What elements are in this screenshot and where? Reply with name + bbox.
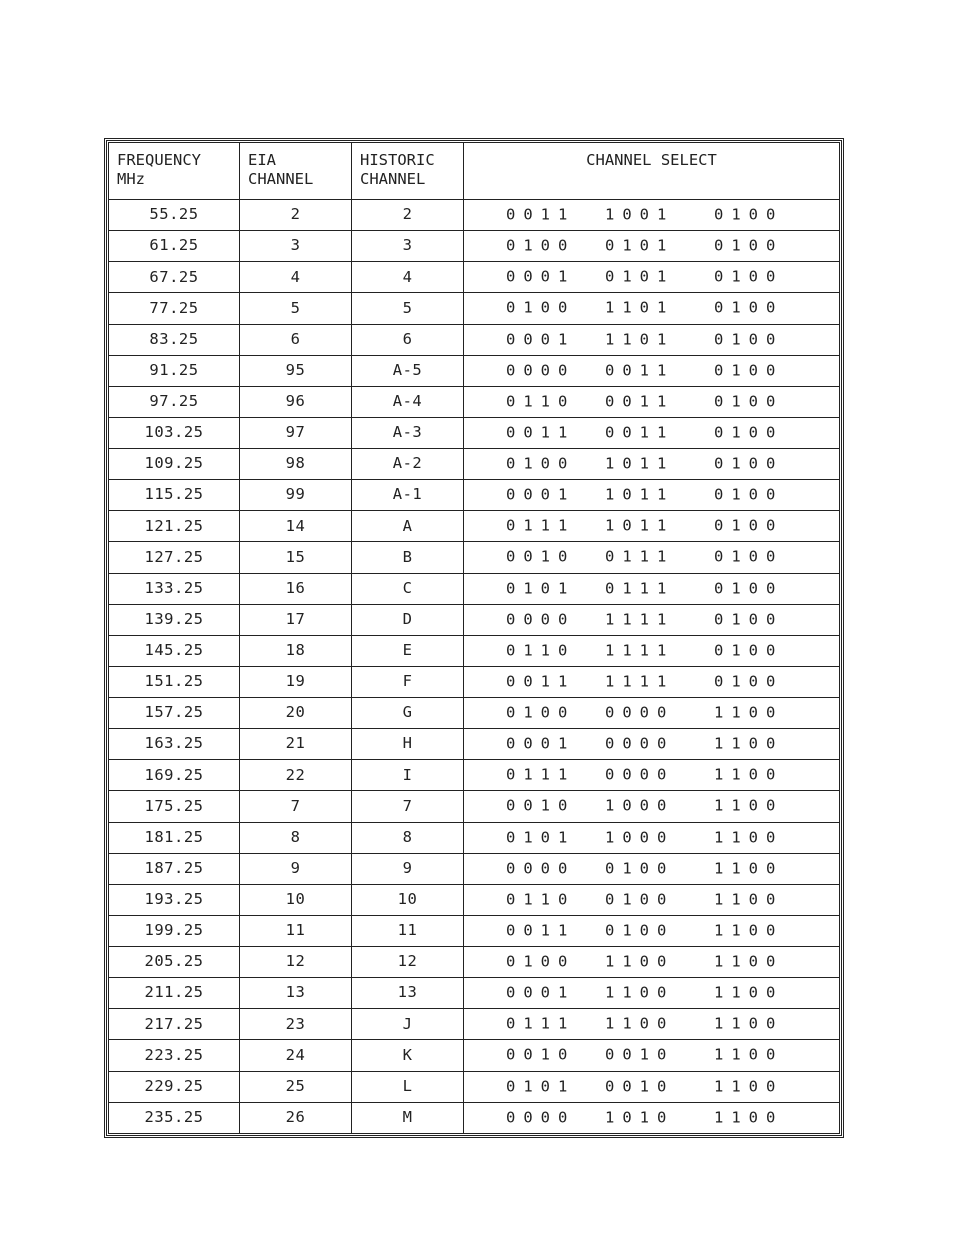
frequency-cell: 67.25 — [109, 262, 240, 293]
eia-channel-cell: 4 — [240, 262, 352, 293]
eia-channel-cell: 13 — [240, 978, 352, 1009]
header-eia-channel — [240, 143, 352, 200]
select-bits-group-3: 0100 — [714, 672, 784, 691]
eia-channel-cell: 23 — [240, 1009, 352, 1040]
table-row — [109, 698, 840, 729]
select-bits-group-2: 1011 — [605, 516, 675, 535]
channel-table — [108, 142, 840, 1134]
select-bits-group-2: 1000 — [605, 796, 675, 815]
select-bits-group-1: 0110 — [506, 641, 576, 660]
select-bits-group-1: 0011 — [506, 423, 576, 442]
select-bits-group-2: 0111 — [605, 547, 675, 566]
header-frequency-line-1: FREQUENCY — [117, 151, 201, 169]
frequency-cell: 121.25 — [109, 511, 240, 542]
channel-select-cell — [464, 822, 840, 853]
table-row — [109, 884, 840, 915]
table-row — [109, 293, 840, 324]
select-bits-group-3: 1100 — [714, 858, 784, 877]
table-row — [109, 200, 840, 231]
channel-select-cell — [464, 604, 840, 635]
historic-channel-cell: E — [352, 635, 464, 666]
select-bits-group-3: 0100 — [714, 454, 784, 473]
table-row — [109, 573, 840, 604]
frequency-cell: 91.25 — [109, 355, 240, 386]
select-bits-group-3: 0100 — [714, 485, 784, 504]
select-bits-group-1: 0101 — [506, 578, 576, 597]
historic-channel-cell: 5 — [352, 293, 464, 324]
select-bits-group-2: 0010 — [605, 1045, 675, 1064]
table-row — [109, 1102, 840, 1133]
select-bits-group-1: 0101 — [506, 827, 576, 846]
channel-select-cell — [464, 480, 840, 511]
frequency-cell: 139.25 — [109, 604, 240, 635]
frequency-cell: 97.25 — [109, 386, 240, 417]
historic-channel-cell: 4 — [352, 262, 464, 293]
select-bits-group-3: 1100 — [714, 1014, 784, 1033]
table-row — [109, 449, 840, 480]
frequency-cell: 169.25 — [109, 760, 240, 791]
header-channel-select — [464, 143, 840, 200]
eia-channel-cell: 25 — [240, 1071, 352, 1102]
select-bits-group-3: 1100 — [714, 1108, 784, 1127]
historic-channel-cell: J — [352, 1009, 464, 1040]
select-bits-group-3: 0100 — [714, 360, 784, 379]
frequency-cell: 223.25 — [109, 1040, 240, 1071]
table-row — [109, 1040, 840, 1071]
eia-channel-cell: 20 — [240, 698, 352, 729]
eia-channel-cell: 19 — [240, 666, 352, 697]
historic-channel-cell: 7 — [352, 791, 464, 822]
channel-select-cell — [464, 417, 840, 448]
header-frequency-line-2: MHz — [117, 170, 145, 188]
eia-channel-cell: 15 — [240, 542, 352, 573]
eia-channel-cell: 17 — [240, 604, 352, 635]
historic-channel-cell: 9 — [352, 853, 464, 884]
channel-select-cell — [464, 262, 840, 293]
header-row — [109, 143, 840, 200]
eia-channel-cell: 16 — [240, 573, 352, 604]
frequency-cell: 187.25 — [109, 853, 240, 884]
eia-channel-cell: 95 — [240, 355, 352, 386]
select-bits-group-3: 1100 — [714, 765, 784, 784]
table-row — [109, 542, 840, 573]
frequency-cell: 83.25 — [109, 324, 240, 355]
channel-select-cell — [464, 293, 840, 324]
channel-select-cell — [464, 355, 840, 386]
select-bits-group-2: 0000 — [605, 734, 675, 753]
select-bits-group-3: 0100 — [714, 392, 784, 411]
select-bits-group-2: 0100 — [605, 921, 675, 940]
channel-select-cell — [464, 760, 840, 791]
frequency-cell: 115.25 — [109, 480, 240, 511]
frequency-cell: 175.25 — [109, 791, 240, 822]
select-bits-group-2: 0100 — [605, 858, 675, 877]
table-row — [109, 791, 840, 822]
historic-channel-cell: A-3 — [352, 417, 464, 448]
channel-select-cell — [464, 386, 840, 417]
channel-select-cell — [464, 884, 840, 915]
channel-select-cell — [464, 573, 840, 604]
select-bits-group-1: 0010 — [506, 796, 576, 815]
channel-select-cell — [464, 511, 840, 542]
frequency-cell: 157.25 — [109, 698, 240, 729]
eia-channel-cell: 97 — [240, 417, 352, 448]
channel-select-cell — [464, 200, 840, 231]
table-row — [109, 417, 840, 448]
channel-select-cell — [464, 449, 840, 480]
header-frequency — [109, 143, 240, 200]
select-bits-group-2: 0010 — [605, 1076, 675, 1095]
frequency-cell: 229.25 — [109, 1071, 240, 1102]
select-bits-group-2: 1100 — [605, 1014, 675, 1033]
channel-select-cell — [464, 1102, 840, 1133]
header-eia-line-1: EIA — [248, 151, 276, 169]
select-bits-group-2: 1111 — [605, 609, 675, 628]
select-bits-group-1: 0110 — [506, 392, 576, 411]
select-bits-group-1: 0100 — [506, 236, 576, 255]
select-bits-group-3: 0100 — [714, 236, 784, 255]
historic-channel-cell: 11 — [352, 915, 464, 946]
table-header — [109, 143, 840, 200]
channel-select-cell — [464, 853, 840, 884]
historic-channel-cell: I — [352, 760, 464, 791]
frequency-cell: 109.25 — [109, 449, 240, 480]
channel-select-cell — [464, 324, 840, 355]
table-row — [109, 386, 840, 417]
select-bits-group-3: 1100 — [714, 827, 784, 846]
select-bits-group-2: 1101 — [605, 329, 675, 348]
frequency-cell: 151.25 — [109, 666, 240, 697]
eia-channel-cell: 10 — [240, 884, 352, 915]
select-bits-group-2: 1100 — [605, 952, 675, 971]
select-bits-group-3: 1100 — [714, 983, 784, 1002]
historic-channel-cell: A-2 — [352, 449, 464, 480]
select-bits-group-2: 0000 — [605, 765, 675, 784]
historic-channel-cell: G — [352, 698, 464, 729]
select-bits-group-1: 0000 — [506, 609, 576, 628]
select-bits-group-2: 1111 — [605, 641, 675, 660]
historic-channel-cell: A-4 — [352, 386, 464, 417]
channel-select-cell — [464, 1040, 840, 1071]
select-bits-group-1: 0001 — [506, 267, 576, 286]
select-bits-group-2: 1101 — [605, 298, 675, 317]
eia-channel-cell: 2 — [240, 200, 352, 231]
select-bits-group-3: 1100 — [714, 921, 784, 940]
eia-channel-cell: 18 — [240, 635, 352, 666]
frequency-cell: 77.25 — [109, 293, 240, 324]
select-bits-group-2: 1111 — [605, 672, 675, 691]
historic-channel-cell: M — [352, 1102, 464, 1133]
table-row — [109, 604, 840, 635]
table-row — [109, 822, 840, 853]
historic-channel-cell: A — [352, 511, 464, 542]
eia-channel-cell: 14 — [240, 511, 352, 542]
select-bits-group-3: 0100 — [714, 329, 784, 348]
frequency-cell: 103.25 — [109, 417, 240, 448]
historic-channel-cell: F — [352, 666, 464, 697]
select-bits-group-2: 1001 — [605, 205, 675, 224]
table-row — [109, 324, 840, 355]
select-bits-group-3: 0100 — [714, 578, 784, 597]
select-bits-group-3: 0100 — [714, 267, 784, 286]
frequency-cell: 217.25 — [109, 1009, 240, 1040]
select-bits-group-1: 0010 — [506, 547, 576, 566]
frequency-cell: 145.25 — [109, 635, 240, 666]
header-historic-line-2: CHANNEL — [360, 170, 426, 188]
select-bits-group-1: 0001 — [506, 734, 576, 753]
select-bits-group-1: 0001 — [506, 329, 576, 348]
select-bits-group-3: 1100 — [714, 734, 784, 753]
table-row — [109, 760, 840, 791]
select-bits-group-2: 0011 — [605, 423, 675, 442]
eia-channel-cell: 5 — [240, 293, 352, 324]
select-bits-group-3: 0100 — [714, 609, 784, 628]
table-row — [109, 231, 840, 262]
select-bits-group-2: 1000 — [605, 827, 675, 846]
frequency-cell: 235.25 — [109, 1102, 240, 1133]
table-row — [109, 915, 840, 946]
select-bits-group-3: 0100 — [714, 298, 784, 317]
table-row — [109, 355, 840, 386]
select-bits-group-1: 0001 — [506, 983, 576, 1002]
channel-select-cell — [464, 978, 840, 1009]
select-bits-group-2: 0100 — [605, 890, 675, 909]
select-bits-group-1: 0101 — [506, 1076, 576, 1095]
eia-channel-cell: 22 — [240, 760, 352, 791]
table-row — [109, 666, 840, 697]
select-bits-group-3: 0100 — [714, 547, 784, 566]
historic-channel-cell: L — [352, 1071, 464, 1102]
historic-channel-cell: 12 — [352, 947, 464, 978]
channel-select-cell — [464, 635, 840, 666]
historic-channel-cell: A-5 — [352, 355, 464, 386]
select-bits-group-1: 0010 — [506, 1045, 576, 1064]
table-row — [109, 853, 840, 884]
historic-channel-cell: C — [352, 573, 464, 604]
channel-select-cell — [464, 947, 840, 978]
select-bits-group-2: 0101 — [605, 236, 675, 255]
header-eia-line-2: CHANNEL — [248, 170, 314, 188]
frequency-cell: 55.25 — [109, 200, 240, 231]
table-row — [109, 947, 840, 978]
select-bits-group-2: 1011 — [605, 485, 675, 504]
eia-channel-cell: 96 — [240, 386, 352, 417]
select-bits-group-2: 0111 — [605, 578, 675, 597]
eia-channel-cell: 21 — [240, 729, 352, 760]
header-historic-channel — [352, 143, 464, 200]
select-bits-group-3: 1100 — [714, 796, 784, 815]
eia-channel-cell: 6 — [240, 324, 352, 355]
table-body — [109, 200, 840, 1134]
frequency-cell: 61.25 — [109, 231, 240, 262]
select-bits-group-1: 0011 — [506, 205, 576, 224]
select-bits-group-3: 1100 — [714, 703, 784, 722]
channel-select-cell — [464, 1071, 840, 1102]
eia-channel-cell: 8 — [240, 822, 352, 853]
table-row — [109, 511, 840, 542]
channel-select-cell — [464, 542, 840, 573]
select-bits-group-2: 0101 — [605, 267, 675, 286]
table-row — [109, 729, 840, 760]
select-bits-group-3: 0100 — [714, 423, 784, 442]
table-row — [109, 978, 840, 1009]
channel-select-cell — [464, 729, 840, 760]
header-select-label: CHANNEL SELECT — [586, 151, 717, 169]
select-bits-group-2: 0011 — [605, 392, 675, 411]
select-bits-group-1: 0100 — [506, 952, 576, 971]
frequency-cell: 133.25 — [109, 573, 240, 604]
select-bits-group-1: 0001 — [506, 485, 576, 504]
eia-channel-cell: 99 — [240, 480, 352, 511]
frequency-cell: 127.25 — [109, 542, 240, 573]
select-bits-group-1: 0100 — [506, 454, 576, 473]
channel-select-cell — [464, 791, 840, 822]
select-bits-group-1: 0011 — [506, 921, 576, 940]
historic-channel-cell: K — [352, 1040, 464, 1071]
header-historic-line-1: HISTORIC — [360, 151, 435, 169]
historic-channel-cell: 8 — [352, 822, 464, 853]
frequency-cell: 193.25 — [109, 884, 240, 915]
select-bits-group-1: 0100 — [506, 298, 576, 317]
select-bits-group-2: 1010 — [605, 1108, 675, 1127]
select-bits-group-3: 0100 — [714, 205, 784, 224]
select-bits-group-2: 0011 — [605, 360, 675, 379]
historic-channel-cell: D — [352, 604, 464, 635]
channel-table-frame — [104, 138, 844, 1138]
eia-channel-cell: 24 — [240, 1040, 352, 1071]
select-bits-group-1: 0111 — [506, 1014, 576, 1033]
channel-select-cell — [464, 915, 840, 946]
channel-select-cell — [464, 698, 840, 729]
select-bits-group-3: 0100 — [714, 641, 784, 660]
select-bits-group-1: 0000 — [506, 1108, 576, 1127]
frequency-cell: 181.25 — [109, 822, 240, 853]
historic-channel-cell: B — [352, 542, 464, 573]
frequency-cell: 163.25 — [109, 729, 240, 760]
select-bits-group-3: 1100 — [714, 1076, 784, 1095]
frequency-cell: 205.25 — [109, 947, 240, 978]
select-bits-group-1: 0110 — [506, 890, 576, 909]
eia-channel-cell: 11 — [240, 915, 352, 946]
select-bits-group-1: 0100 — [506, 703, 576, 722]
channel-select-cell — [464, 666, 840, 697]
table-row — [109, 635, 840, 666]
select-bits-group-1: 0011 — [506, 672, 576, 691]
frequency-cell: 211.25 — [109, 978, 240, 1009]
table-row — [109, 480, 840, 511]
table-row — [109, 262, 840, 293]
select-bits-group-1: 0111 — [506, 765, 576, 784]
select-bits-group-2: 1011 — [605, 454, 675, 473]
select-bits-group-1: 0000 — [506, 858, 576, 877]
select-bits-group-1: 0000 — [506, 360, 576, 379]
historic-channel-cell: 6 — [352, 324, 464, 355]
historic-channel-cell: 10 — [352, 884, 464, 915]
eia-channel-cell: 12 — [240, 947, 352, 978]
table-row — [109, 1071, 840, 1102]
eia-channel-cell: 9 — [240, 853, 352, 884]
eia-channel-cell: 7 — [240, 791, 352, 822]
select-bits-group-3: 1100 — [714, 890, 784, 909]
eia-channel-cell: 3 — [240, 231, 352, 262]
historic-channel-cell: 2 — [352, 200, 464, 231]
table-row — [109, 1009, 840, 1040]
channel-select-cell — [464, 231, 840, 262]
historic-channel-cell: A-1 — [352, 480, 464, 511]
historic-channel-cell: 13 — [352, 978, 464, 1009]
eia-channel-cell: 98 — [240, 449, 352, 480]
historic-channel-cell: H — [352, 729, 464, 760]
select-bits-group-3: 1100 — [714, 1045, 784, 1064]
eia-channel-cell: 26 — [240, 1102, 352, 1133]
select-bits-group-3: 1100 — [714, 952, 784, 971]
select-bits-group-2: 1100 — [605, 983, 675, 1002]
select-bits-group-2: 0000 — [605, 703, 675, 722]
select-bits-group-1: 0111 — [506, 516, 576, 535]
frequency-cell: 199.25 — [109, 915, 240, 946]
select-bits-group-3: 0100 — [714, 516, 784, 535]
historic-channel-cell: 3 — [352, 231, 464, 262]
channel-select-cell — [464, 1009, 840, 1040]
